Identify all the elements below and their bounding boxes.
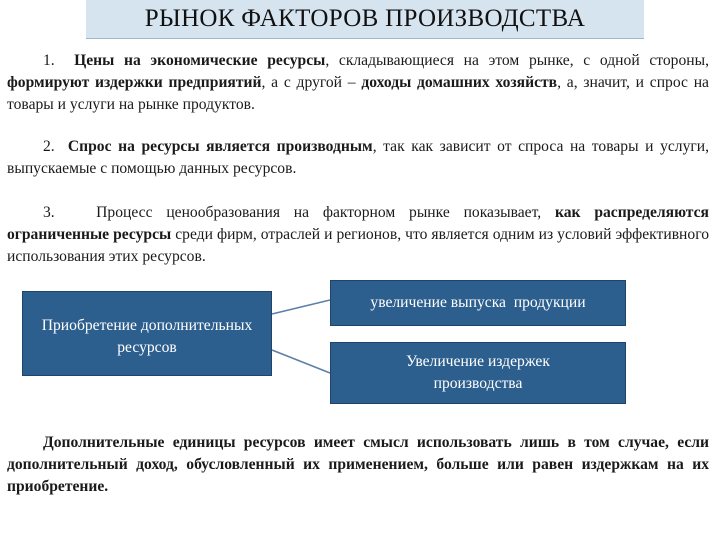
connector-line-top <box>272 300 330 314</box>
paragraph-number: 3. <box>43 204 55 221</box>
conclusion-body: Дополнительные единицы ресурсов имеет смысл использовать лишь в том случае, если дополнительный доход, обусловленный их применением, больше или равен издержкам на их приобретение. <box>7 434 709 495</box>
source-box-label: Приобретение дополнительных ресурсов <box>41 316 253 356</box>
paragraph-segment: Процесс ценообразования на факторном рынке показывает, <box>96 204 555 221</box>
paragraph-segment: , складывающиеся на этом рынке, с одной стороны, <box>325 52 709 69</box>
conclusion-text <box>7 432 709 498</box>
paragraph-segment: формируют издержки предприятий <box>7 74 262 91</box>
paragraph-segment: , а, значит, и спрос на товары и услуги на рынке продуктов. <box>7 74 709 113</box>
paragraph-segment: , так как зависит от спроса на товары и услуги, выпускаемые с помощью данных ресурсов. <box>7 138 710 177</box>
effect-box-costs-label: Увеличение издержек производства <box>406 353 550 392</box>
paragraph-segment: Спрос на ресурсы является производным <box>67 138 373 155</box>
paragraph-segment: , а с другой – <box>261 74 362 91</box>
paragraph-segment: Цены на экономические ресурсы <box>74 52 326 69</box>
source-box <box>22 291 272 376</box>
paragraph-number: 2. <box>43 138 55 155</box>
effect-box-output-label: увеличение выпуска продукции <box>370 294 586 311</box>
connector-line-bottom <box>272 350 330 373</box>
paragraph-segment: как распределяются ограниченные ресурсы <box>7 204 709 243</box>
page-title: РЫНОК ФАКТОРОВ ПРОИЗВОДСТВА <box>144 5 586 32</box>
effect-box-costs <box>330 342 626 404</box>
effect-box-output <box>330 280 626 326</box>
paragraph-segment: доходы домашних хозяйств <box>361 74 558 91</box>
paragraph-number: 1. <box>43 52 55 69</box>
paragraph-segment: среди фирм, отраслей и регионов, что является одним из условий эффективного использования этих ресурсов. <box>7 226 710 265</box>
